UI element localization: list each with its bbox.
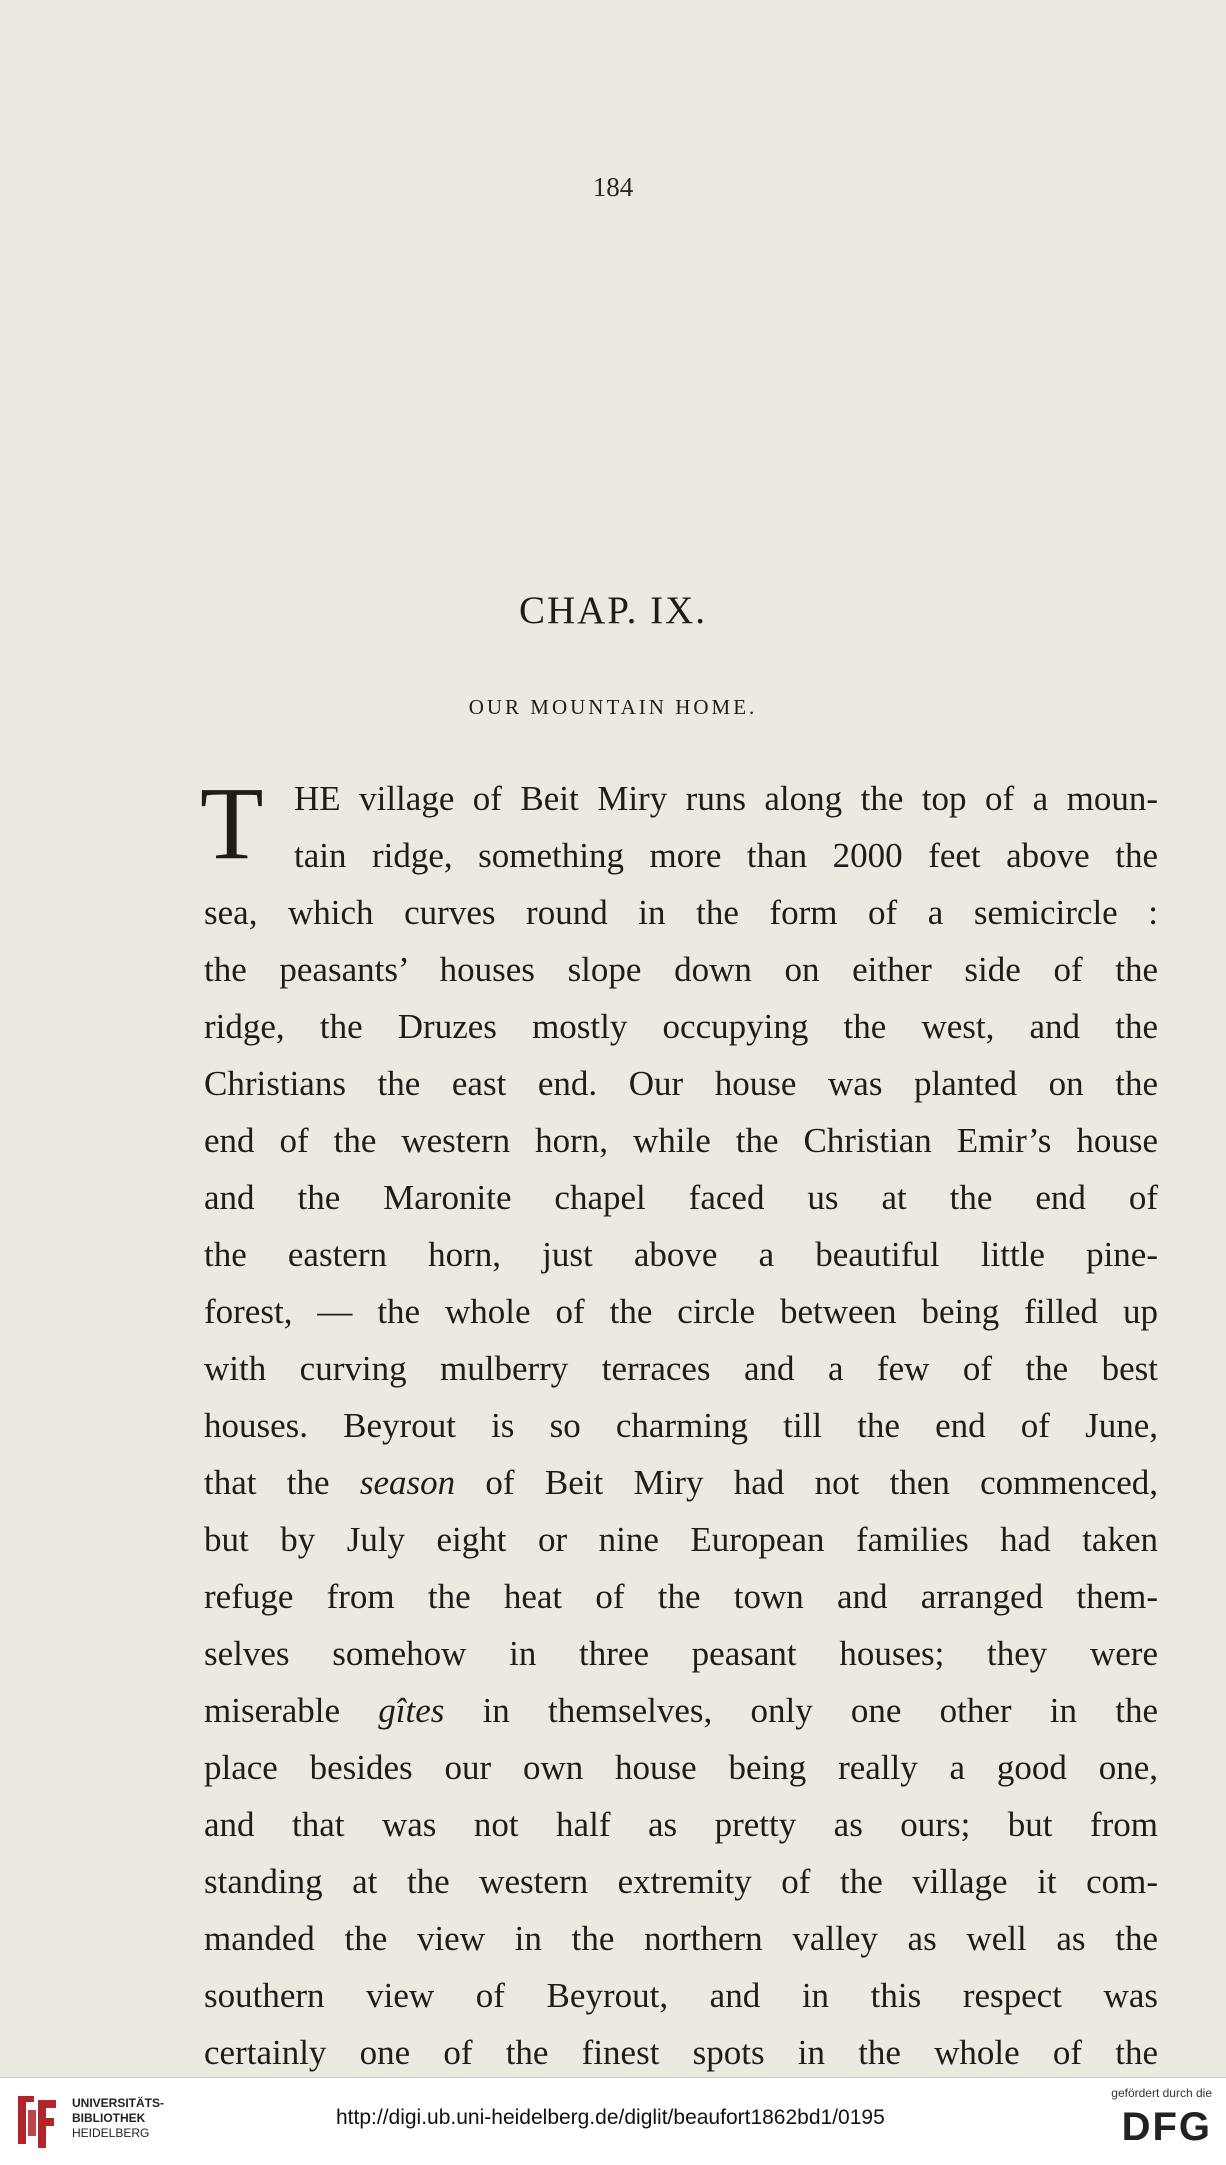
text-line bbox=[204, 1397, 1158, 1454]
text-line bbox=[204, 1853, 1158, 1910]
text-line bbox=[204, 770, 1158, 827]
text-line-part: the peasants’ houses slope down on either side of the bbox=[204, 950, 1158, 989]
text-line-part: forest, — the whole of the circle between being filled up bbox=[204, 1292, 1158, 1331]
text-line-part: southern view of Beyrout, and in this respect was bbox=[204, 1976, 1158, 2015]
funded-by-text: gefördert durch die bbox=[1111, 2086, 1212, 2100]
text-line-part: and that was not half as pretty as ours; but from bbox=[204, 1805, 1158, 1844]
text-line-part: refuge from the heat of the town and arranged them- bbox=[204, 1577, 1158, 1616]
text-line bbox=[204, 1340, 1158, 1397]
text-line bbox=[204, 1796, 1158, 1853]
digitization-footer bbox=[0, 2077, 1226, 2165]
text-line bbox=[204, 1625, 1158, 1682]
text-line-part: selves somehow in three peasant houses; they were bbox=[204, 1634, 1158, 1673]
text-line bbox=[204, 827, 1158, 884]
text-line-part: but by July eight or nine European families had taken bbox=[204, 1520, 1158, 1559]
drop-cap-letter: T bbox=[200, 766, 264, 881]
text-line-part: that the bbox=[204, 1463, 360, 1502]
text-line bbox=[204, 884, 1158, 941]
text-line-part: standing at the western extremity of the village it com- bbox=[204, 1862, 1158, 1901]
library-name bbox=[72, 2096, 164, 2141]
dfg-logo: DFG bbox=[1121, 2105, 1212, 2149]
page-number: 184 bbox=[592, 172, 634, 202]
italic-word: season bbox=[359, 1463, 456, 1502]
text-line bbox=[204, 2024, 1158, 2081]
chapter-title: CHAP. IX. bbox=[518, 589, 708, 632]
text-line bbox=[204, 1511, 1158, 1568]
text-line bbox=[204, 1967, 1158, 2024]
library-logo-icon bbox=[12, 2090, 64, 2157]
library-name-line: BIBLIOTHEK bbox=[72, 2111, 146, 2125]
text-line bbox=[204, 998, 1158, 1055]
text-line-part: the eastern horn, just above a beautiful little pine- bbox=[204, 1235, 1158, 1274]
text-line bbox=[204, 1910, 1158, 1967]
text-line-part: HE village of Beit Miry runs along the top of a moun- bbox=[294, 779, 1158, 818]
text-line bbox=[204, 1739, 1158, 1796]
text-line-part: manded the view in the northern valley as well as the bbox=[204, 1919, 1158, 1958]
library-name-line: UNIVERSITÄTS- bbox=[72, 2096, 165, 2110]
chapter-subtitle: OUR MOUNTAIN HOME. bbox=[468, 695, 758, 719]
text-line bbox=[204, 1169, 1158, 1226]
text-line bbox=[204, 1454, 1158, 1511]
text-line-part: miserable bbox=[204, 1691, 379, 1730]
source-url-link[interactable]: http://digi.ub.uni-heidelberg.de/diglit/beaufort1862bd1/0195 bbox=[336, 2106, 885, 2129]
text-line bbox=[204, 1283, 1158, 1340]
text-line-part: in themselves, only one other in the bbox=[444, 1691, 1158, 1730]
text-line-part: end of the western horn, while the Christian Emir’s house bbox=[204, 1121, 1158, 1160]
text-line-part: with curving mulberry terraces and a few of the best bbox=[204, 1349, 1158, 1388]
text-line-part: of Beit Miry had not then commenced, bbox=[455, 1463, 1158, 1502]
text-line-part: Christians the east end. Our house was planted on the bbox=[204, 1064, 1158, 1103]
library-name-line: HEIDELBERG bbox=[72, 2126, 150, 2140]
text-line bbox=[204, 1568, 1158, 1625]
text-line bbox=[204, 1682, 1158, 1739]
text-line bbox=[204, 1226, 1158, 1283]
funding-note bbox=[1111, 2086, 1212, 2150]
text-line-part: houses. Beyrout is so charming till the end of June, bbox=[204, 1406, 1158, 1445]
body-text bbox=[204, 770, 1158, 2081]
text-line bbox=[204, 941, 1158, 998]
text-line-part: ridge, the Druzes mostly occupying the west, and the bbox=[204, 1007, 1158, 1046]
text-line-part: and the Maronite chapel faced us at the end of bbox=[204, 1178, 1158, 1217]
italic-word: gîtes bbox=[378, 1691, 445, 1730]
text-line bbox=[204, 1112, 1158, 1169]
text-line-part: sea, which curves round in the form of a semicircle : bbox=[204, 893, 1158, 932]
text-line-part: certainly one of the finest spots in the whole of the bbox=[204, 2033, 1158, 2072]
text-line-part: tain ridge, something more than 2000 feet above the bbox=[294, 836, 1158, 875]
text-line bbox=[204, 1055, 1158, 1112]
text-line-part: place besides our own house being really a good one, bbox=[204, 1748, 1158, 1787]
